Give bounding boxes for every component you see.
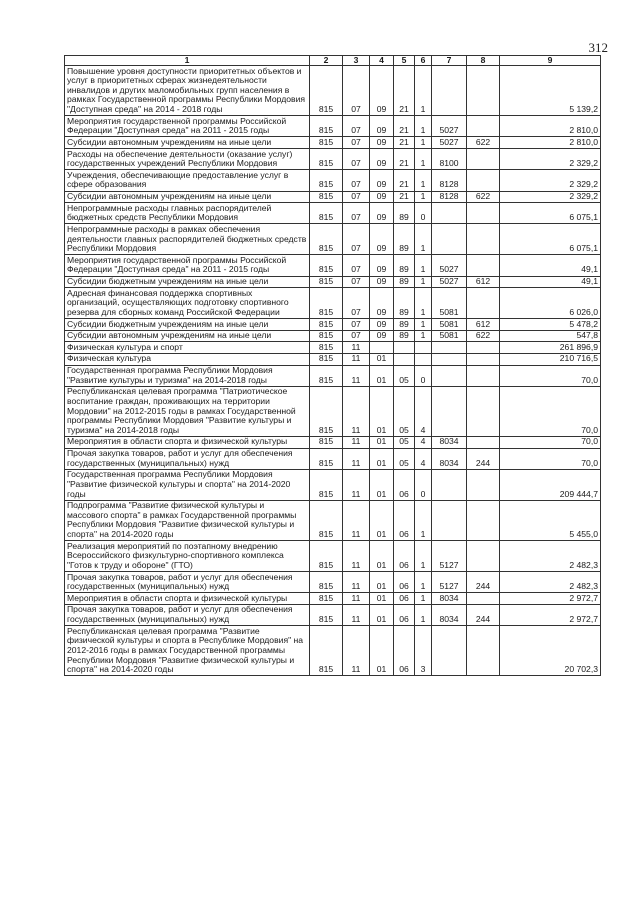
section-code: 07 xyxy=(343,191,370,203)
section-code: 07 xyxy=(343,149,370,170)
target-code: 5081 xyxy=(432,288,467,319)
ministry-code: 815 xyxy=(310,149,343,170)
table-row xyxy=(65,137,601,149)
target-code: 5081 xyxy=(432,330,467,342)
expense-type-code: 244 xyxy=(467,572,500,593)
amount: 6 026,0 xyxy=(500,288,601,319)
subprogram-code: 1 xyxy=(415,319,432,331)
row-name: Мероприятия государственной программы Российской Федерации "Доступная среда" на 2011 - 2015 годы xyxy=(65,255,310,276)
subsection-code: 01 xyxy=(370,626,394,676)
table-row xyxy=(65,170,601,191)
subprogram-code: 1 xyxy=(415,330,432,342)
table-row xyxy=(65,191,601,203)
row-name: Физическая культура xyxy=(65,353,310,365)
amount: 2 972,7 xyxy=(500,604,601,625)
subprogram-code: 1 xyxy=(415,116,432,137)
subprogram-code: 4 xyxy=(415,386,432,436)
ministry-code: 815 xyxy=(310,342,343,354)
subprogram-code: 3 xyxy=(415,626,432,676)
subsection-code: 09 xyxy=(370,191,394,203)
target-code xyxy=(432,342,467,354)
ministry-code: 815 xyxy=(310,386,343,436)
subprogram-code: 1 xyxy=(415,500,432,541)
subsection-code: 09 xyxy=(370,149,394,170)
expense-type-code xyxy=(467,593,500,605)
ministry-code: 815 xyxy=(310,469,343,500)
row-name: Прочая закупка товаров, работ и услуг для обеспечения государственных (муниципальных) нужд xyxy=(65,448,310,469)
section-code: 07 xyxy=(343,170,370,191)
amount: 70,0 xyxy=(500,386,601,436)
section-code: 11 xyxy=(343,342,370,354)
table-row xyxy=(65,469,601,500)
row-name: Государственная программа Республики Мордовия "Развитие физической культуры и спорта" на 2014-2020 годы xyxy=(65,469,310,500)
row-name: Прочая закупка товаров, работ и услуг для обеспечения государственных (муниципальных) нужд xyxy=(65,572,310,593)
subprogram-code: 4 xyxy=(415,448,432,469)
table-row xyxy=(65,149,601,170)
target-code xyxy=(432,353,467,365)
amount: 2 329,2 xyxy=(500,170,601,191)
target-code: 5127 xyxy=(432,541,467,572)
section-code: 11 xyxy=(343,604,370,625)
subprogram-code xyxy=(415,353,432,365)
subprogram-code: 4 xyxy=(415,436,432,448)
amount: 5 455,0 xyxy=(500,500,601,541)
amount: 261 896,9 xyxy=(500,342,601,354)
section-code: 07 xyxy=(343,330,370,342)
row-name: Адресная финансовая поддержка спортивных организаций, осуществляющих подготовку спортивного резерва для сборных команд Российской Федерации xyxy=(65,288,310,319)
amount: 49,1 xyxy=(500,255,601,276)
subsection-code: 09 xyxy=(370,288,394,319)
table-body xyxy=(65,66,601,676)
column-header-5: 5 xyxy=(394,56,415,66)
table-row xyxy=(65,593,601,605)
subsection-code: 09 xyxy=(370,276,394,288)
target-code xyxy=(432,500,467,541)
ministry-code: 815 xyxy=(310,116,343,137)
program-code: 89 xyxy=(394,203,415,224)
table-row xyxy=(65,604,601,625)
expense-type-code xyxy=(467,116,500,137)
row-name: Республиканская целевая программа "Патриотическое воспитание граждан, проживающих на территории Мордовии" на 2012-2015 годы в рамках Государственной программы Республики Мордовия "Развитие культуры и туризма" на 2014-2018 годы xyxy=(65,386,310,436)
target-code: 5027 xyxy=(432,276,467,288)
program-code: 06 xyxy=(394,500,415,541)
amount: 547,8 xyxy=(500,330,601,342)
subprogram-code: 0 xyxy=(415,203,432,224)
ministry-code: 815 xyxy=(310,319,343,331)
amount: 2 329,2 xyxy=(500,149,601,170)
section-code: 07 xyxy=(343,203,370,224)
subsection-code: 09 xyxy=(370,330,394,342)
expense-type-code xyxy=(467,386,500,436)
program-code: 06 xyxy=(394,572,415,593)
section-code: 11 xyxy=(343,386,370,436)
target-code: 5027 xyxy=(432,137,467,149)
section-code: 11 xyxy=(343,436,370,448)
expense-type-code xyxy=(467,541,500,572)
ministry-code: 815 xyxy=(310,330,343,342)
subprogram-code: 1 xyxy=(415,224,432,255)
target-code xyxy=(432,66,467,116)
row-name: Физическая культура и спорт xyxy=(65,342,310,354)
table-row xyxy=(65,224,601,255)
expense-type-code: 622 xyxy=(467,330,500,342)
subsection-code: 09 xyxy=(370,66,394,116)
program-code: 89 xyxy=(394,224,415,255)
subsection-code: 09 xyxy=(370,170,394,191)
amount: 2 482,3 xyxy=(500,541,601,572)
section-code: 07 xyxy=(343,319,370,331)
expense-type-code xyxy=(467,149,500,170)
amount: 210 716,5 xyxy=(500,353,601,365)
subsection-code: 01 xyxy=(370,469,394,500)
section-code: 11 xyxy=(343,469,370,500)
amount: 70,0 xyxy=(500,365,601,386)
ministry-code: 815 xyxy=(310,541,343,572)
page-number: 312 xyxy=(588,40,608,55)
subsection-code: 09 xyxy=(370,203,394,224)
section-code: 11 xyxy=(343,572,370,593)
table-row xyxy=(65,448,601,469)
column-header-8: 8 xyxy=(467,56,500,66)
ministry-code: 815 xyxy=(310,436,343,448)
program-code: 21 xyxy=(394,191,415,203)
section-code: 07 xyxy=(343,224,370,255)
subsection-code: 01 xyxy=(370,436,394,448)
amount: 2 810,0 xyxy=(500,116,601,137)
subprogram-code: 1 xyxy=(415,170,432,191)
column-header-3: 3 xyxy=(343,56,370,66)
amount: 6 075,1 xyxy=(500,224,601,255)
subsection-code: 01 xyxy=(370,572,394,593)
column-header-1: 1 xyxy=(65,56,310,66)
target-code: 5081 xyxy=(432,319,467,331)
table-row xyxy=(65,436,601,448)
program-code: 89 xyxy=(394,330,415,342)
expense-type-code xyxy=(467,436,500,448)
ministry-code: 815 xyxy=(310,276,343,288)
row-name: Учреждения, обеспечивающие предоставление услуг в сфере образования xyxy=(65,170,310,191)
program-code xyxy=(394,342,415,354)
expense-type-code xyxy=(467,255,500,276)
expense-type-code xyxy=(467,224,500,255)
table-row xyxy=(65,66,601,116)
section-code: 11 xyxy=(343,626,370,676)
subprogram-code: 1 xyxy=(415,288,432,319)
subsection-code: 01 xyxy=(370,604,394,625)
subsection-code xyxy=(370,342,394,354)
expense-type-code: 244 xyxy=(467,604,500,625)
row-name: Расходы на обеспечение деятельности (оказание услуг) государственных учреждений Республики Мордовия xyxy=(65,149,310,170)
section-code: 07 xyxy=(343,116,370,137)
subprogram-code: 1 xyxy=(415,604,432,625)
column-header-7: 7 xyxy=(432,56,467,66)
amount: 2 972,7 xyxy=(500,593,601,605)
expense-type-code: 612 xyxy=(467,276,500,288)
target-code: 8034 xyxy=(432,604,467,625)
section-code: 11 xyxy=(343,593,370,605)
ministry-code: 815 xyxy=(310,353,343,365)
ministry-code: 815 xyxy=(310,500,343,541)
expense-type-code: 612 xyxy=(467,319,500,331)
target-code xyxy=(432,365,467,386)
program-code: 89 xyxy=(394,276,415,288)
subsection-code: 01 xyxy=(370,353,394,365)
expense-type-code xyxy=(467,353,500,365)
amount: 2 329,2 xyxy=(500,191,601,203)
row-name: Повышение уровня доступности приоритетных объектов и услуг в приоритетных сферах жизнедеятельности инвалидов и других маломобильных групп населения в рамках Государственной программы Республики Мордовия "Доступная среда" на 2014 - 2018 годы xyxy=(65,66,310,116)
target-code xyxy=(432,224,467,255)
column-header-4: 4 xyxy=(370,56,394,66)
subsection-code: 01 xyxy=(370,500,394,541)
expense-type-code xyxy=(467,500,500,541)
expense-type-code: 244 xyxy=(467,448,500,469)
row-name: Непрограммные расходы в рамках обеспечения деятельности главных распорядителей бюджетных средств Республики Мордовия xyxy=(65,224,310,255)
section-code: 11 xyxy=(343,353,370,365)
subprogram-code: 1 xyxy=(415,191,432,203)
amount: 49,1 xyxy=(500,276,601,288)
program-code: 21 xyxy=(394,137,415,149)
target-code: 5027 xyxy=(432,116,467,137)
ministry-code: 815 xyxy=(310,604,343,625)
section-code: 07 xyxy=(343,288,370,319)
table-row xyxy=(65,572,601,593)
section-code: 07 xyxy=(343,66,370,116)
amount: 5 139,2 xyxy=(500,66,601,116)
subprogram-code: 1 xyxy=(415,66,432,116)
subsection-code: 01 xyxy=(370,365,394,386)
program-code: 05 xyxy=(394,436,415,448)
row-name: Субсидии бюджетным учреждениям на иные цели xyxy=(65,319,310,331)
expense-type-code: 622 xyxy=(467,191,500,203)
amount: 2 482,3 xyxy=(500,572,601,593)
target-code xyxy=(432,386,467,436)
subprogram-code: 1 xyxy=(415,572,432,593)
expense-type-code: 622 xyxy=(467,137,500,149)
target-code xyxy=(432,203,467,224)
subprogram-code: 1 xyxy=(415,137,432,149)
expense-type-code xyxy=(467,170,500,191)
ministry-code: 815 xyxy=(310,203,343,224)
ministry-code: 815 xyxy=(310,255,343,276)
subsection-code: 01 xyxy=(370,386,394,436)
program-code xyxy=(394,353,415,365)
subprogram-code: 1 xyxy=(415,255,432,276)
expense-type-code xyxy=(467,365,500,386)
program-code: 06 xyxy=(394,626,415,676)
ministry-code: 815 xyxy=(310,224,343,255)
row-name: Непрограммные расходы главных распорядителей бюджетных средств Республики Мордовия xyxy=(65,203,310,224)
program-code: 21 xyxy=(394,116,415,137)
table-row xyxy=(65,541,601,572)
table-row xyxy=(65,255,601,276)
program-code: 05 xyxy=(394,365,415,386)
program-code: 06 xyxy=(394,469,415,500)
program-code: 89 xyxy=(394,255,415,276)
program-code: 06 xyxy=(394,593,415,605)
ministry-code: 815 xyxy=(310,572,343,593)
row-name: Субсидии бюджетным учреждениям на иные цели xyxy=(65,276,310,288)
table-row xyxy=(65,330,601,342)
section-code: 07 xyxy=(343,276,370,288)
target-code: 8100 xyxy=(432,149,467,170)
column-header-9: 9 xyxy=(500,56,601,66)
row-name: Субсидии автономным учреждениям на иные цели xyxy=(65,330,310,342)
expense-type-code xyxy=(467,469,500,500)
section-code: 07 xyxy=(343,255,370,276)
amount: 5 478,2 xyxy=(500,319,601,331)
expense-type-code xyxy=(467,342,500,354)
program-code: 21 xyxy=(394,66,415,116)
program-code: 05 xyxy=(394,386,415,436)
amount: 70,0 xyxy=(500,436,601,448)
target-code: 8034 xyxy=(432,436,467,448)
amount: 6 075,1 xyxy=(500,203,601,224)
subsection-code: 09 xyxy=(370,224,394,255)
budget-table xyxy=(64,55,601,676)
target-code: 5127 xyxy=(432,572,467,593)
program-code: 06 xyxy=(394,541,415,572)
amount: 2 810,0 xyxy=(500,137,601,149)
subprogram-code: 1 xyxy=(415,593,432,605)
section-code: 11 xyxy=(343,500,370,541)
section-code: 11 xyxy=(343,541,370,572)
row-name: Мероприятия в области спорта и физической культуры xyxy=(65,593,310,605)
table-row xyxy=(65,288,601,319)
table-row xyxy=(65,353,601,365)
amount: 20 702,3 xyxy=(500,626,601,676)
expense-type-code xyxy=(467,203,500,224)
row-name: Прочая закупка товаров, работ и услуг для обеспечения государственных (муниципальных) нужд xyxy=(65,604,310,625)
program-code: 89 xyxy=(394,319,415,331)
program-code: 21 xyxy=(394,149,415,170)
subsection-code: 01 xyxy=(370,541,394,572)
ministry-code: 815 xyxy=(310,593,343,605)
table-row xyxy=(65,500,601,541)
target-code: 8034 xyxy=(432,448,467,469)
target-code xyxy=(432,469,467,500)
subprogram-code: 0 xyxy=(415,469,432,500)
table-row xyxy=(65,365,601,386)
target-code: 8034 xyxy=(432,593,467,605)
subprogram-code: 1 xyxy=(415,149,432,170)
subsection-code: 01 xyxy=(370,448,394,469)
subsection-code: 09 xyxy=(370,255,394,276)
ministry-code: 815 xyxy=(310,626,343,676)
row-name: Субсидии автономным учреждениям на иные цели xyxy=(65,137,310,149)
subprogram-code: 0 xyxy=(415,365,432,386)
expense-type-code xyxy=(467,288,500,319)
table-row xyxy=(65,203,601,224)
row-name: Субсидии автономным учреждениям на иные цели xyxy=(65,191,310,203)
expense-type-code xyxy=(467,626,500,676)
table-row xyxy=(65,276,601,288)
expense-type-code xyxy=(467,66,500,116)
column-header-6: 6 xyxy=(415,56,432,66)
target-code xyxy=(432,626,467,676)
table-row xyxy=(65,626,601,676)
ministry-code: 815 xyxy=(310,365,343,386)
ministry-code: 815 xyxy=(310,66,343,116)
target-code: 8128 xyxy=(432,170,467,191)
section-code: 07 xyxy=(343,137,370,149)
subprogram-code: 1 xyxy=(415,541,432,572)
subsection-code: 01 xyxy=(370,593,394,605)
table-row xyxy=(65,386,601,436)
program-code: 89 xyxy=(394,288,415,319)
ministry-code: 815 xyxy=(310,191,343,203)
table-row xyxy=(65,342,601,354)
subsection-code: 09 xyxy=(370,319,394,331)
row-name: Мероприятия в области спорта и физической культуры xyxy=(65,436,310,448)
ministry-code: 815 xyxy=(310,137,343,149)
ministry-code: 815 xyxy=(310,288,343,319)
row-name: Государственная программа Республики Мордовия "Развитие культуры и туризма" на 2014-2018 годы xyxy=(65,365,310,386)
row-name: Реализация мероприятий по поэтапному внедрению Всероссийского физкультурно-спортивного комплекса "Готов к труду и обороне" (ГТО) xyxy=(65,541,310,572)
subprogram-code: 1 xyxy=(415,276,432,288)
ministry-code: 815 xyxy=(310,448,343,469)
section-code: 11 xyxy=(343,448,370,469)
program-code: 21 xyxy=(394,170,415,191)
column-header-2: 2 xyxy=(310,56,343,66)
subprogram-code xyxy=(415,342,432,354)
row-name: Мероприятия государственной программы Российской Федерации "Доступная среда" на 2011 - 2015 годы xyxy=(65,116,310,137)
section-code: 11 xyxy=(343,365,370,386)
row-name: Подпрограмма "Развитие физической культуры и массового спорта" в рамках Государственной программы Республики Мордовия "Развитие физической культуры и спорта" на 2014-2020 годы xyxy=(65,500,310,541)
target-code: 8128 xyxy=(432,191,467,203)
program-code: 06 xyxy=(394,604,415,625)
target-code: 5027 xyxy=(432,255,467,276)
amount: 70,0 xyxy=(500,448,601,469)
table-header-row xyxy=(65,56,601,66)
amount: 209 444,7 xyxy=(500,469,601,500)
row-name: Республиканская целевая программа "Развитие физической культуры и спорта в Республике Мордовия" на 2012-2016 годы в рамках Государственной программы Республики Мордовия "Развитие физической культуры и спорта" на 2014-2020 годы xyxy=(65,626,310,676)
program-code: 05 xyxy=(394,448,415,469)
ministry-code: 815 xyxy=(310,170,343,191)
subsection-code: 09 xyxy=(370,137,394,149)
subsection-code: 09 xyxy=(370,116,394,137)
table-row xyxy=(65,319,601,331)
table-row xyxy=(65,116,601,137)
